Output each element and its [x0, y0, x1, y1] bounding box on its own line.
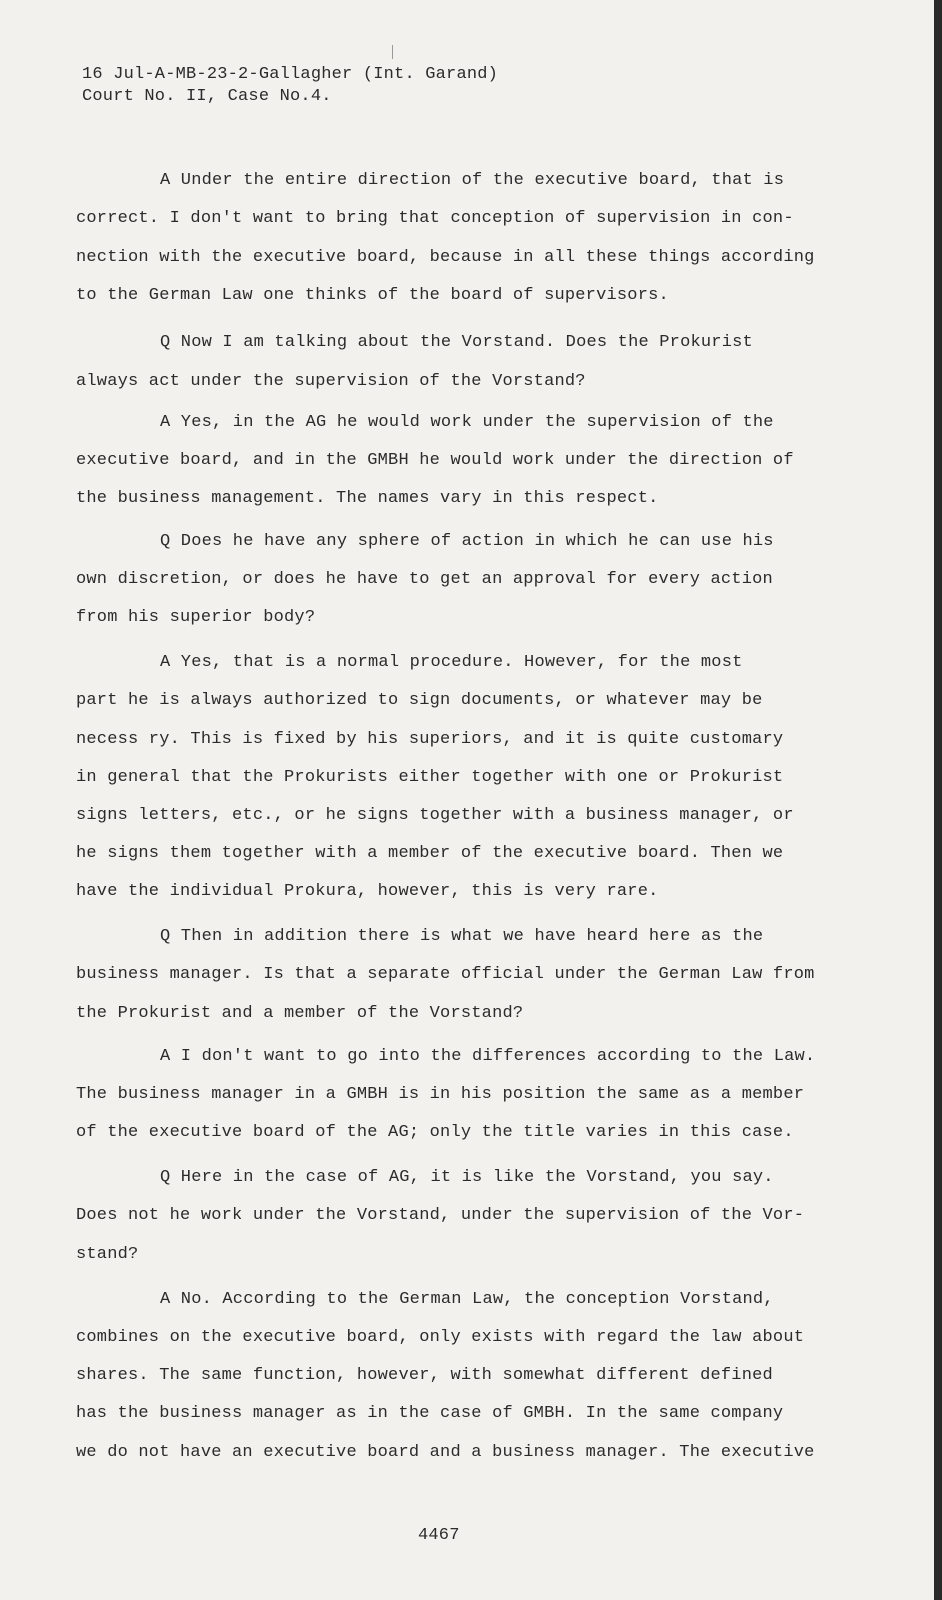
- transcript-line: part he is always authorized to sign documents, or whatever may be: [76, 691, 763, 710]
- transcript-line: shares. The same function, however, with somewhat different defined: [76, 1366, 773, 1385]
- transcript-line: nection with the executive board, because in all these things according: [76, 248, 815, 267]
- transcript-line: he signs them together with a member of the executive board. Then we: [76, 844, 784, 863]
- transcript-line: necess ry. This is fixed by his superiors, and it is quite customary: [76, 730, 784, 749]
- transcript-line: A No. According to the German Law, the conception Vorstand,: [160, 1290, 774, 1309]
- transcript-line: signs letters, etc., or he signs together with a business manager, or: [76, 806, 794, 825]
- header-line-1: 16 Jul-A-MB-23-2-Gallagher (Int. Garand): [82, 65, 499, 84]
- transcript-line: A I don't want to go into the differences according to the Law.: [160, 1047, 816, 1066]
- margin-mark: [392, 45, 393, 59]
- transcript-line: has the business manager as in the case of GMBH. In the same company: [76, 1404, 784, 1423]
- transcript-line: in general that the Prokurists either together with one or Prokurist: [76, 768, 784, 787]
- transcript-line: business manager. Is that a separate official under the German Law from: [76, 965, 815, 984]
- transcript-line: combines on the executive board, only exists with regard the law about: [76, 1328, 805, 1347]
- transcript-line: The business manager in a GMBH is in his position the same as a member: [76, 1085, 805, 1104]
- transcript-line: executive board, and in the GMBH he would work under the direction of: [76, 451, 794, 470]
- transcript-line: Does not he work under the Vorstand, under the supervision of the Vor-: [76, 1206, 805, 1225]
- transcript-line: from his superior body?: [76, 608, 316, 627]
- transcript-line: A Yes, that is a normal procedure. However, for the most: [160, 653, 743, 672]
- transcript-line: the Prokurist and a member of the Vorstand?: [76, 1004, 524, 1023]
- header-line-2: Court No. II, Case No.4.: [82, 87, 332, 106]
- transcript-line: A Under the entire direction of the executive board, that is: [160, 171, 785, 190]
- transcript-line: Q Now I am talking about the Vorstand. Does the Prokurist: [160, 333, 753, 352]
- transcript-line: own discretion, or does he have to get an approval for every action: [76, 570, 773, 589]
- page-number: 4467: [418, 1526, 460, 1545]
- transcript-line: stand?: [76, 1245, 139, 1264]
- transcript-line: always act under the supervision of the Vorstand?: [76, 372, 586, 391]
- transcript-line: A Yes, in the AG he would work under the supervision of the: [160, 413, 774, 432]
- transcript-line: Q Then in addition there is what we have heard here as the: [160, 927, 764, 946]
- transcript-line: we do not have an executive board and a business manager. The executive: [76, 1443, 815, 1462]
- transcript-line: Q Does he have any sphere of action in which he can use his: [160, 532, 774, 551]
- transcript-line: have the individual Prokura, however, this is very rare.: [76, 882, 659, 901]
- transcript-line: to the German Law one thinks of the board of supervisors.: [76, 286, 669, 305]
- transcript-line: of the executive board of the AG; only the title varies in this case.: [76, 1123, 794, 1142]
- transcript-line: correct. I don't want to bring that conception of supervision in con-: [76, 209, 794, 228]
- transcript-line: the business management. The names vary in this respect.: [76, 489, 659, 508]
- transcript-line: Q Here in the case of AG, it is like the Vorstand, you say.: [160, 1168, 774, 1187]
